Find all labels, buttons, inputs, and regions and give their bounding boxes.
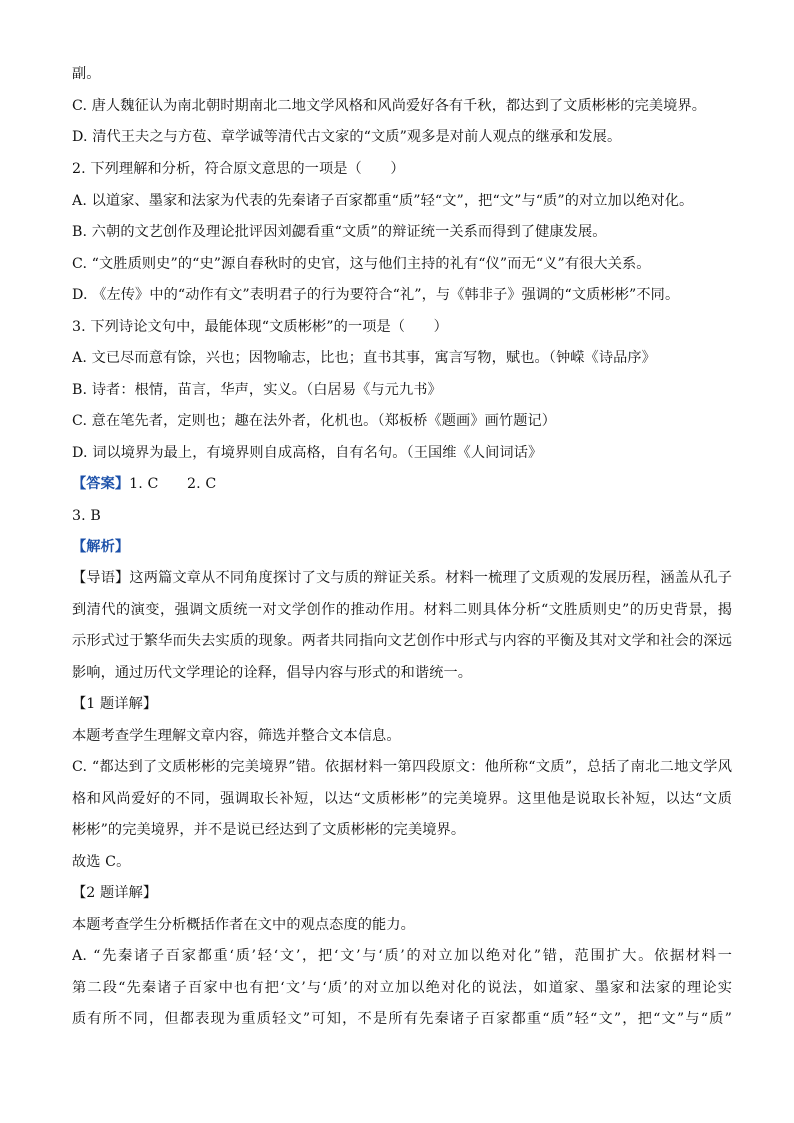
q3-option-b: B. 诗者：根情，苗言，华声，实义。（白居易《与元九书》	[72, 382, 442, 398]
q1-detail-tag: 【1 题详解】	[72, 696, 158, 712]
intro-text: 这两篇文章从不同角度探讨了文与质的辩证关系。材料一梳理了文质观的发展历程，涵盖从孔子	[129, 570, 732, 586]
intro-line-4: 影响，通过历代文学理论的诠释，倡导内容与形式的和谐统一。	[72, 665, 473, 681]
answer-line	[72, 474, 732, 494]
q3-option-d: D. 词以境界为最上，有境界则自成高格，自有名句。（王国维《人间词话》	[72, 445, 543, 461]
q1-detail-heading	[72, 694, 732, 714]
q2-detail-line-2: A. “先秦诸子百家都重‘质’轻‘文’，把‘文’与‘质’的对立加以绝对化”错，范围扩大。依据材料一	[72, 948, 732, 964]
q2-option-c: C. “文胜质则史”的“史”源自春秋时的史官，这与他们主持的礼有“仪”而无“义”有很大关系。	[72, 256, 651, 272]
intro-line-1	[72, 568, 732, 588]
q2-option-b: B. 六朝的文艺创作及理论批评因刘勰看重“文质”的辩证统一关系而得到了健康发展。	[72, 224, 607, 240]
question-3-title: 3. 下列诗论文句中，最能体现“文质彬彬”的一项是（ ）	[72, 319, 448, 335]
q1-detail-line-3: 格和风尚爱好的不同，强调取长补短，以达“文质彬彬”的完美境界。这里他是说取长补短，以达“文质	[72, 791, 732, 807]
answer-text: 1. C 2. C	[129, 476, 217, 492]
question-2-title: 2. 下列理解和分析，符合原文意思的一项是（ ）	[72, 161, 405, 177]
q3-option-a: A. 文已尽而意有馀，兴也；因物喻志，比也；直书其事，寓言写物，赋也。（钟嵘《诗品序》	[72, 350, 656, 366]
intro-line-3: 示形式过于繁华而失去实质的现象。两者共同指向文艺创作中形式与内容的平衡及其对文学和社会的深远	[72, 633, 732, 649]
q2-detail-heading	[72, 883, 732, 903]
intro-tag: 【导语】	[72, 570, 130, 586]
q1-detail-line-4: 彬彬”的完美境界，并不是说已经达到了文质彬彬的完美境界。	[72, 822, 466, 838]
q1-detail-line-5: 故选 C。	[72, 854, 131, 870]
answer-line-2: 3. B	[72, 508, 101, 524]
intro-line-2: 到清代的演变，强调文质统一对文学创作的推动作用。材料二则具体分析“文胜质则史”的历史背景，揭	[72, 602, 732, 618]
answer-tag: 【答案】	[72, 476, 130, 492]
q2-detail-tag: 【2 题详解】	[72, 885, 158, 901]
q2-detail-line-3: 第二段“先秦诸子百家中也有把‘文’与‘质’的对立加以绝对化的说法，如道家、墨家和法家的理论实	[72, 980, 732, 996]
q2-detail-line-1: 本题考查学生分析概括作者在文中的观点态度的能力。	[72, 917, 415, 933]
q3-option-c: C. 意在笔先者，定则也；趣在法外者，化机也。（郑板桥《题画》画竹题记）	[72, 413, 557, 429]
option-c-line: C. 唐人魏征认为南北朝时期南北二地文学风格和风尚爱好各有千秋，都达到了文质彬彬的完美境界。	[72, 98, 707, 114]
q2-detail-line-4: 质有所不同，但都表现为重质轻文”可知，不是所有先秦诸子百家都重“质”轻“文”，把“文”与“质”	[72, 1011, 732, 1027]
q2-option-d: D. 《左传》中的“动作有文”表明君子的行为要符合“礼”，与《韩非子》强调的“文质彬彬”不同。	[72, 287, 680, 303]
text-line: 副。	[72, 66, 101, 82]
analysis-tag: 【解析】	[72, 539, 130, 555]
q1-detail-line-1: 本题考查学生理解文章内容，筛选并整合文本信息。	[72, 728, 401, 744]
option-d-line: D. 清代王夫之与方苞、章学诚等清代古文家的“文质”观多是对前人观点的继承和发展。	[72, 129, 622, 145]
q1-detail-line-2: C. “都达到了文质彬彬的完美境界”错。依据材料一第四段原文：他所称“文质”，总括了南北二地文学风	[72, 759, 732, 775]
q2-option-a: A. 以道家、墨家和法家为代表的先秦诸子百家都重“质”轻“文”，把“文”与“质”的对立加以绝对化。	[72, 193, 694, 209]
analysis-heading	[72, 537, 732, 557]
